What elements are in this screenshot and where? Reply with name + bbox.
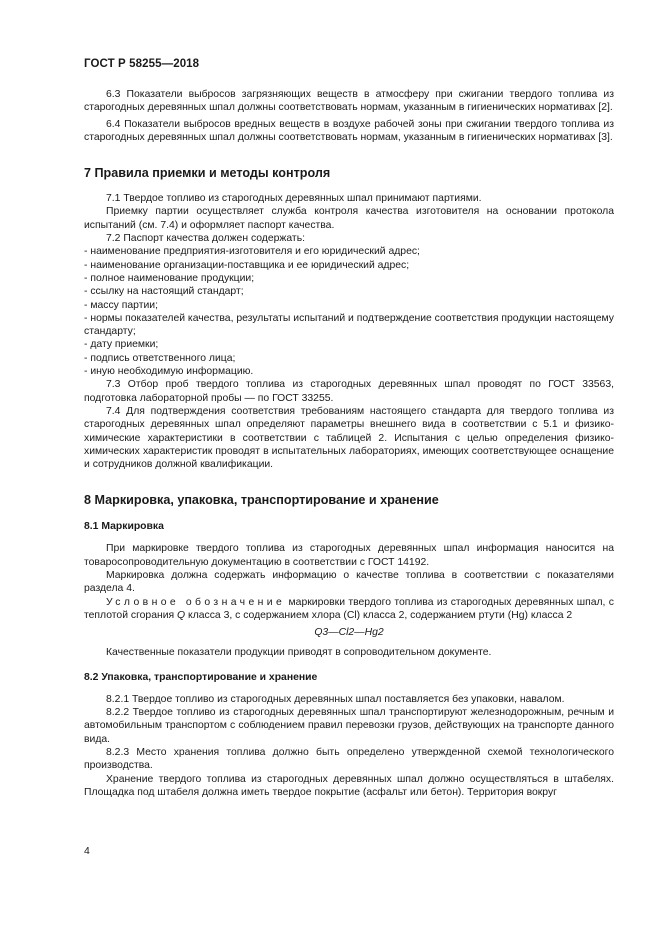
paragraph-7-4: 7.4 Для подтверждения соответствия требованиям настоящего стандарта для твердого топлива из старогодных деревянных шпал определяют параметры внешнего вида в соответствии с 5.1 и физико-химические характеристики в соответствии с таблицей 2. Испытания с целью определения физико-химических характеристик проводят в испытательных лабораториях, имеющих соответствующее оснащение и сотрудников должной квалификации. <box>84 405 614 471</box>
list-item: - нормы показателей качества, результаты испытаний и подтверждение соответствия продукции настоящему стандарту; <box>84 312 614 338</box>
spaced-term: Условное обозначение <box>106 596 286 608</box>
list-item: - массу партии; <box>84 299 158 311</box>
subsection-8-2-title: 8.2 Упаковка, транспортирование и хранение <box>84 671 318 683</box>
passport-contents-list <box>84 245 614 378</box>
section-7-title: 7 Правила приемки и методы контроля <box>84 166 331 181</box>
list-item: - полное наименование продукции; <box>84 272 255 284</box>
marking-formula: Q3—Cl2—Hg2 <box>314 627 384 639</box>
list-item: - наименование предприятия-изготовителя и его юридический адрес; <box>84 246 420 258</box>
paragraph-8-1-a: При маркировке твердого топлива из старогодных деревянных шпал информация наносится на товаросопроводительную документацию в соответствии с ГОСТ 14192. <box>84 543 614 568</box>
subsection-8-1-title: 8.1 Маркировка <box>84 521 164 533</box>
paragraph-8-2-2: 8.2.2 Твердое топливо из старогодных деревянных шпал транспортируют железнодорожным, речным и автомобильным транспортом с соблюдением правил перевозки грузов, действующих на транспорте данного вида. <box>84 707 614 745</box>
paragraph-6-4: 6.4 Показатели выбросов вредных веществ в воздухе рабочей зоны при сжигании твердого топлива из старогодных деревянных шпал должны соответствовать нормам, указанным в гигиенических нормативах [3]. <box>84 118 614 143</box>
paragraph-7-1-b: Приемку партии осуществляет служба контроля качества изготовителя на основании протокола испытаний (см. 7.4) и оформляет паспорт качества. <box>84 206 614 231</box>
page-number: 4 <box>84 846 90 857</box>
paragraph-8-1-c: Условное обозначение маркировки твердого топлива из старогодных деревянных шпал, с теплотой сгорания Q класса 3, с содержанием хлора (Cl) класса 2, содержанием ртути (Hg) класса 2 <box>84 596 614 621</box>
paragraph-6-3: 6.3 Показатели выбросов загрязняющих веществ в атмосферу при сжигании твердого топлива из старогодных деревянных шпал должны соответствовать нормам, указанным в гигиенических нормативах [2]. <box>84 89 614 114</box>
list-item: - иную необходимую информацию. <box>84 366 254 378</box>
list-item: - наименование организации-поставщика и ее юридический адрес; <box>84 259 410 271</box>
paragraph-8-2-3-b: Хранение твердого топлива из старогодных деревянных шпал должно осуществляться в штабелях. Площадка под штабеля должна иметь твердое покрытие (асфальт или бетон). Территория вокруг <box>84 773 614 798</box>
standard-header: ГОСТ Р 58255—2018 <box>84 58 200 70</box>
paragraph-8-2-1: 8.2.1 Твердое топливо из старогодных деревянных шпал поставляется без упаковки, навалом. <box>106 693 565 705</box>
paragraph-8-1-d: Качественные показатели продукции приводят в сопроводительном документе. <box>106 646 492 658</box>
document-body <box>84 88 614 799</box>
list-item: - подпись ответственного лица; <box>84 352 236 364</box>
paragraph-7-2: 7.2 Паспорт качества должен содержать: <box>106 233 305 245</box>
paragraph-7-3: 7.3 Отбор проб твердого топлива из старогодных деревянных шпал проводят по ГОСТ 33563, подготовка лабораторной пробы — по ГОСТ 33255. <box>84 379 614 404</box>
paragraph-8-1-b: Маркировка должна содержать информацию о качестве топлива в соответствии с показателями раздела 4. <box>84 570 614 595</box>
heat-symbol: Q <box>177 609 186 621</box>
list-item: - дату приемки; <box>84 339 159 351</box>
paragraph-8-2-3: 8.2.3 Место хранения топлива должно быть определено утвержденной схемой технологического производства. <box>84 746 614 772</box>
list-item: - ссылку на настоящий стандарт; <box>84 286 244 298</box>
section-8-title: 8 Маркировка, упаковка, транспортирование и хранение <box>84 493 439 508</box>
paragraph-7-1: 7.1 Твердое топливо из старогодных деревянных шпал принимают партиями. <box>106 193 482 205</box>
